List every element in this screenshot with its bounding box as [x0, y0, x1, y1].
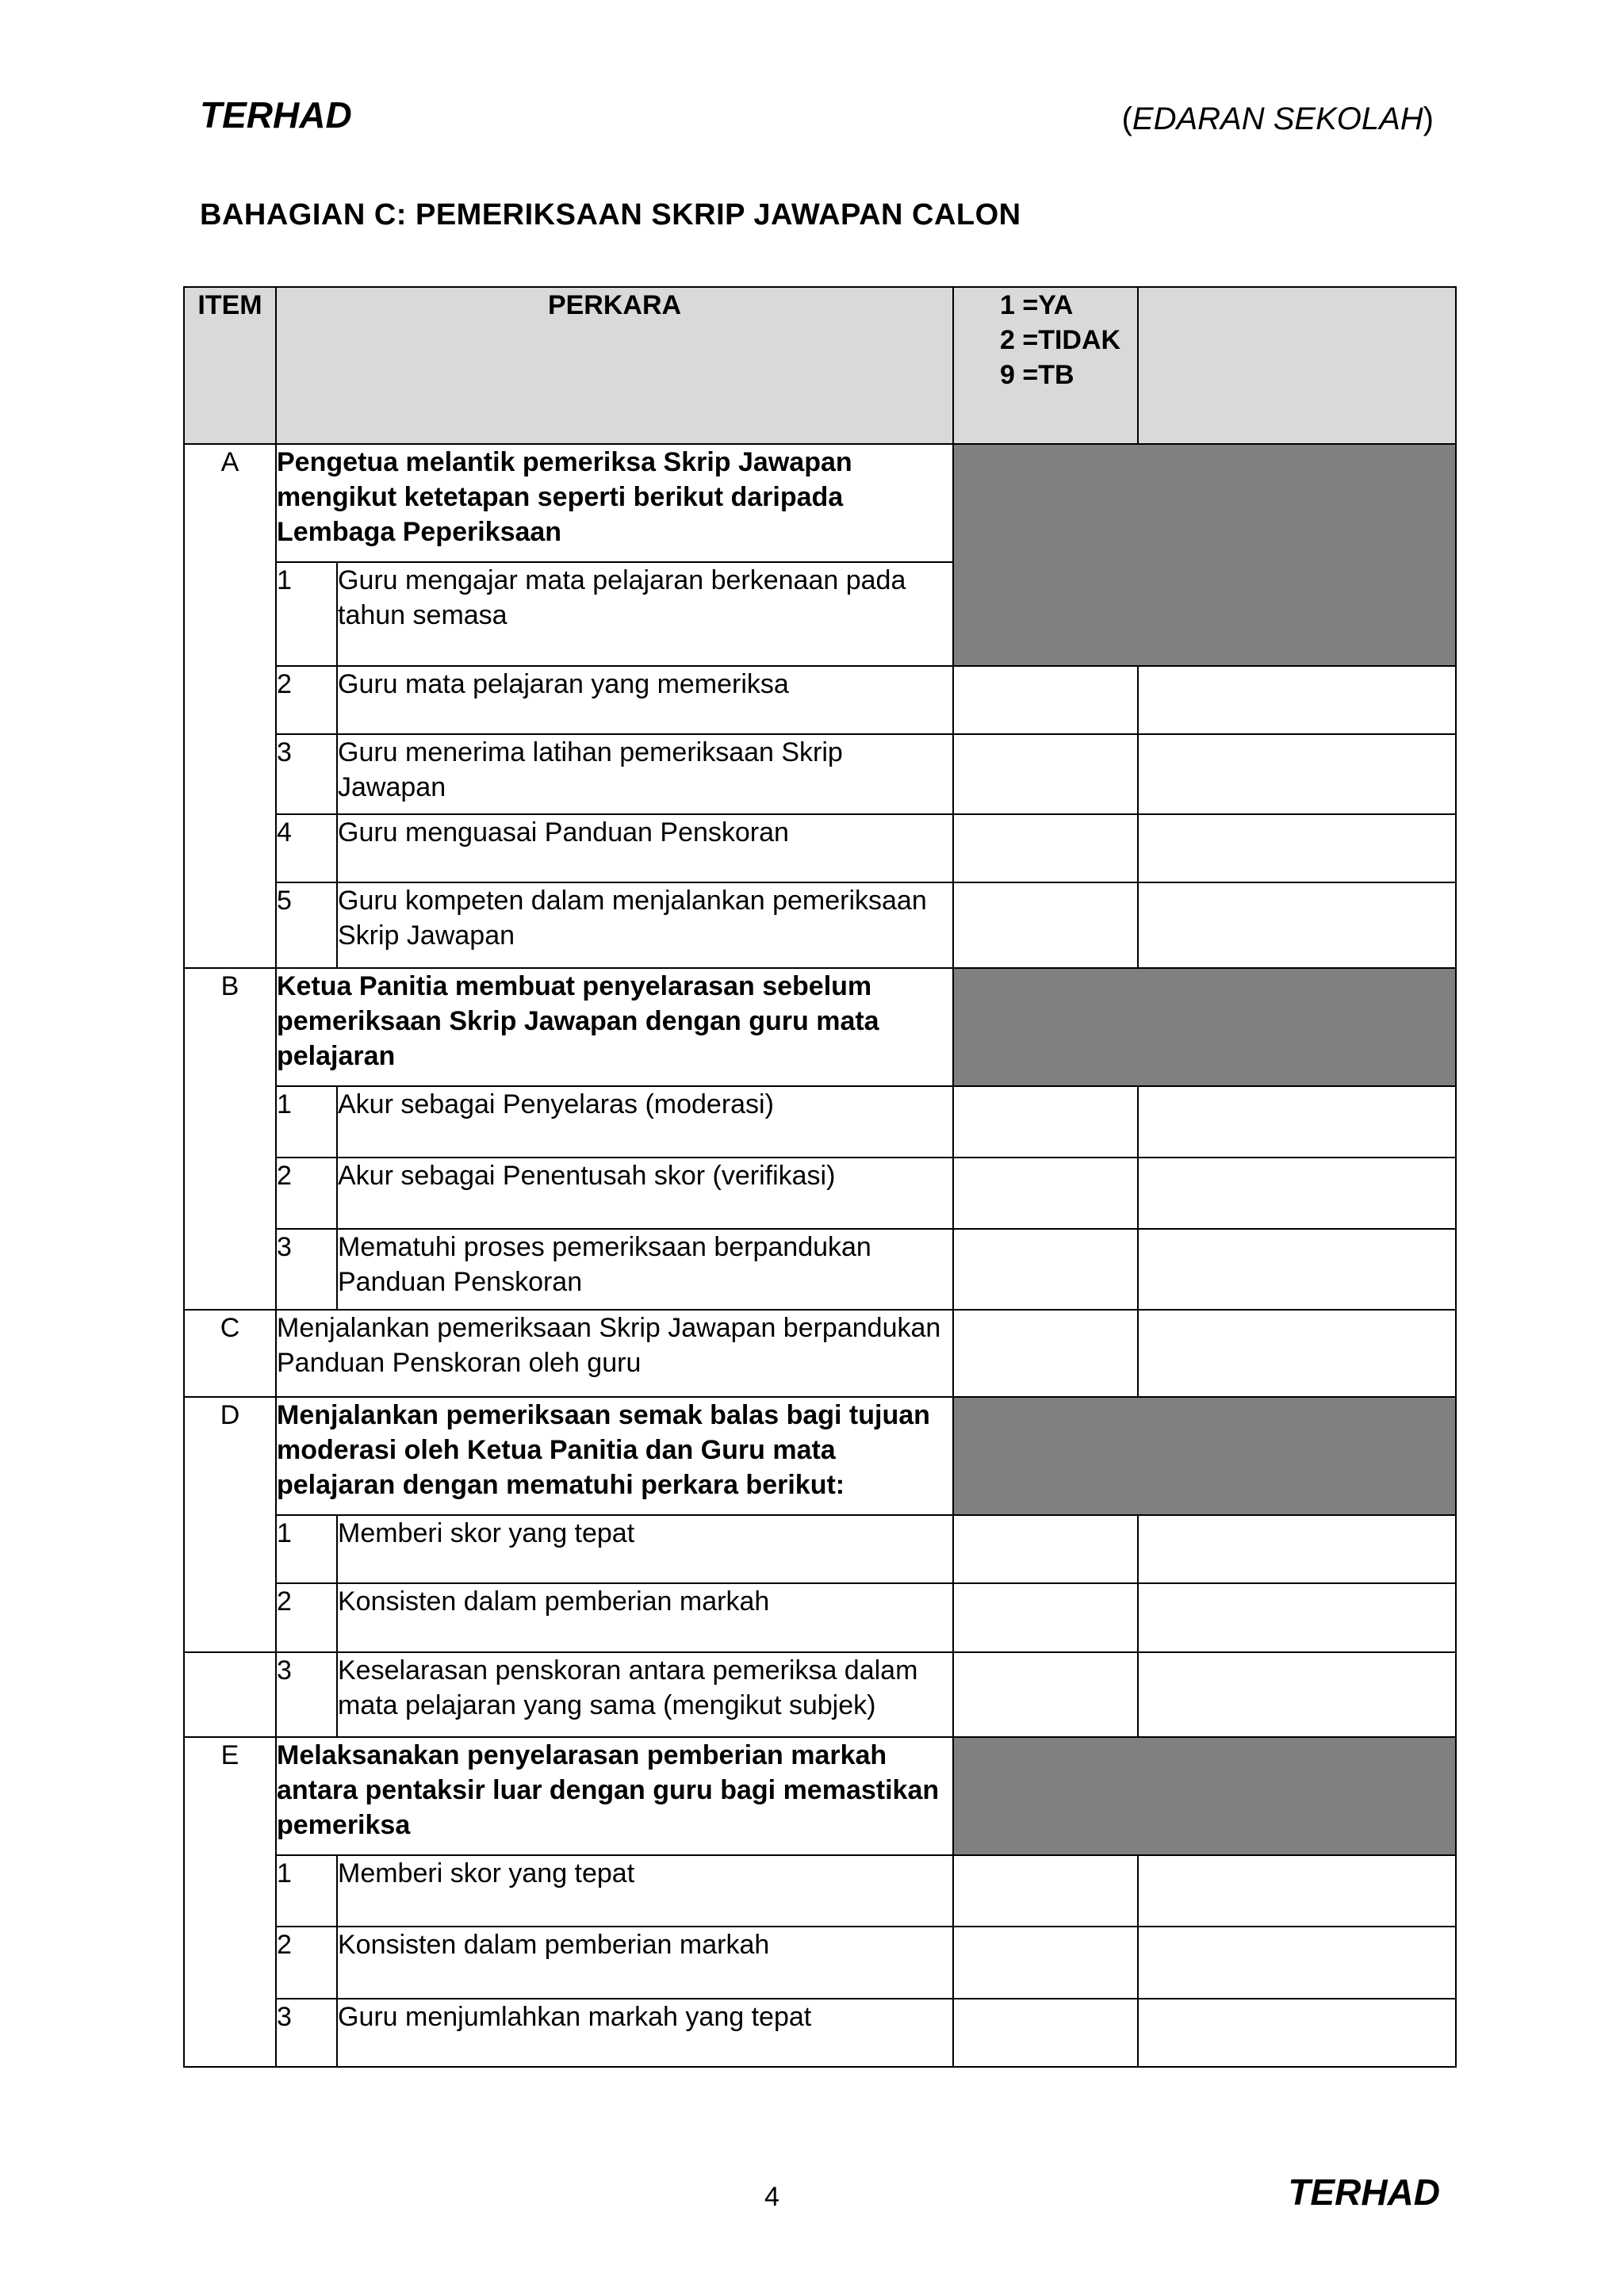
choice-tidak: 2 =TIDAK: [1000, 325, 1121, 355]
item-text: Guru menjumlahkan markah yang tepat: [337, 1999, 953, 2067]
answer-cell[interactable]: [953, 734, 1138, 814]
remarks-cell[interactable]: [1138, 1086, 1456, 1158]
item-text: Guru mata pelajaran yang memeriksa: [337, 666, 953, 734]
table-row: [184, 1737, 1456, 1855]
item-text: Akur sebagai Penyelaras (moderasi): [337, 1086, 953, 1158]
table-row: [184, 444, 1456, 562]
shaded-cell: [953, 1737, 1456, 1855]
remarks-cell[interactable]: [1138, 882, 1456, 967]
answer-cell[interactable]: [953, 1515, 1138, 1583]
table-row: [184, 1229, 1456, 1309]
answer-cell[interactable]: [953, 1927, 1138, 1998]
item-number: 1: [276, 1086, 337, 1158]
answer-cell[interactable]: [953, 666, 1138, 734]
table-row: [184, 1310, 1456, 1397]
table-row: [184, 734, 1456, 814]
remarks-cell[interactable]: [1138, 1855, 1456, 1927]
item-number: 2: [276, 1158, 337, 1229]
answer-cell[interactable]: [953, 814, 1138, 882]
col-perkara-header: PERKARA: [276, 287, 953, 444]
section-title: BAHAGIAN C: PEMERIKSAAN SKRIP JAWAPAN CALON: [200, 198, 1021, 232]
item-letter-d: D: [184, 1397, 276, 1652]
answer-cell[interactable]: [953, 882, 1138, 967]
checklist-table: [183, 286, 1457, 2068]
choice-ya: 1 =YA: [1000, 290, 1074, 320]
answer-cell[interactable]: [953, 1158, 1138, 1229]
table-row: [184, 666, 1456, 734]
remarks-cell[interactable]: [1138, 1999, 1456, 2067]
item-number: 2: [276, 1927, 337, 1998]
item-number: 3: [276, 1652, 337, 1737]
item-text: Memberi skor yang tepat: [337, 1855, 953, 1927]
item-text: Guru menguasai Panduan Penskoran: [337, 814, 953, 882]
item-text: Mematuhi proses pemeriksaan berpandukan Panduan Penskoran: [337, 1229, 953, 1309]
answer-cell[interactable]: [953, 1999, 1138, 2067]
item-number: 2: [276, 666, 337, 734]
table-row: [184, 1086, 1456, 1158]
section-e-heading: Melaksanakan penyelarasan pemberian markah antara pentaksir luar dengan guru bagi memastikan pemeriksa: [276, 1737, 953, 1855]
choice-tb: 9 =TB: [1000, 360, 1074, 390]
header-paren-close: ): [1423, 101, 1434, 136]
answer-cell[interactable]: [953, 1086, 1138, 1158]
table-row: [184, 1158, 1456, 1229]
remarks-cell[interactable]: [1138, 1229, 1456, 1309]
remarks-cell[interactable]: [1138, 1310, 1456, 1397]
table-row: [184, 1397, 1456, 1515]
answer-cell[interactable]: [953, 1855, 1138, 1927]
table-row: [184, 882, 1456, 967]
item-number: 5: [276, 882, 337, 967]
remarks-cell[interactable]: [1138, 814, 1456, 882]
table-row: [184, 1583, 1456, 1651]
item-number: 1: [276, 1515, 337, 1583]
shaded-cell: [953, 1397, 1456, 1515]
item-number: 1: [276, 1855, 337, 1927]
table-row: [184, 1515, 1456, 1583]
item-letter-b: B: [184, 968, 276, 1310]
footer-classification: TERHAD: [1288, 2172, 1440, 2213]
item-number: 3: [276, 1999, 337, 2067]
item-text: Konsisten dalam pemberian markah: [337, 1583, 953, 1651]
remarks-cell[interactable]: [1138, 666, 1456, 734]
item-number: 4: [276, 814, 337, 882]
answer-cell[interactable]: [953, 1652, 1138, 1737]
item-text: Guru kompeten dalam menjalankan pemeriksaan Skrip Jawapan: [337, 882, 953, 967]
remarks-cell[interactable]: [1138, 1652, 1456, 1737]
table-row: [184, 1999, 1456, 2067]
col-choices-header: [953, 287, 1138, 444]
col-item-header: ITEM: [184, 287, 276, 444]
shaded-cell: [953, 444, 1456, 666]
header-distribution: [1122, 101, 1434, 137]
item-text: Akur sebagai Penentusah skor (verifikasi): [337, 1158, 953, 1229]
table-row: [184, 968, 1456, 1086]
answer-cell[interactable]: [953, 1310, 1138, 1397]
item-letter-a: A: [184, 444, 276, 968]
remarks-cell[interactable]: [1138, 1583, 1456, 1651]
item-text: Memberi skor yang tepat: [337, 1515, 953, 1583]
table-row: [184, 814, 1456, 882]
remarks-cell[interactable]: [1138, 734, 1456, 814]
section-a-heading: Pengetua melantik pemeriksa Skrip Jawapan mengikut ketetapan seperti berikut daripada Lembaga Peperiksaan: [276, 444, 953, 562]
item-letter-c: C: [184, 1310, 276, 1397]
section-b-heading: Ketua Panitia membuat penyelarasan sebelum pemeriksaan Skrip Jawapan dengan guru mata pelajaran: [276, 968, 953, 1086]
item-letter-empty: [184, 1652, 276, 1737]
item-text: Konsisten dalam pemberian markah: [337, 1927, 953, 1998]
item-text: Keselarasan penskoran antara pemeriksa dalam mata pelajaran yang sama (mengikut subjek): [337, 1652, 953, 1737]
item-number: 3: [276, 1229, 337, 1309]
answer-cell[interactable]: [953, 1229, 1138, 1309]
shaded-cell: [953, 968, 1456, 1086]
item-letter-e: E: [184, 1737, 276, 2067]
table-row: [184, 1855, 1456, 1927]
section-c-text: Menjalankan pemeriksaan Skrip Jawapan berpandukan Panduan Penskoran oleh guru: [276, 1310, 953, 1397]
header-distribution-text: EDARAN SEKOLAH: [1132, 101, 1423, 136]
remarks-cell[interactable]: [1138, 1158, 1456, 1229]
item-number: 3: [276, 734, 337, 814]
table-row: [184, 1652, 1456, 1737]
table-row: [184, 1927, 1456, 1998]
col-remarks-header: [1138, 287, 1456, 444]
header-classification: TERHAD: [200, 94, 352, 136]
answer-cell[interactable]: [953, 1583, 1138, 1651]
item-number: 2: [276, 1583, 337, 1651]
page-number: 4: [764, 2182, 779, 2212]
item-text: Guru mengajar mata pelajaran berkenaan pada tahun semasa: [337, 562, 953, 665]
item-number: 1: [276, 562, 337, 665]
remarks-cell[interactable]: [1138, 1927, 1456, 1998]
section-d-heading: Menjalankan pemeriksaan semak balas bagi tujuan moderasi oleh Ketua Panitia dan Guru mata pelajaran dengan mematuhi perkara berikut:: [276, 1397, 953, 1515]
table-header-row: [184, 287, 1456, 444]
item-text: Guru menerima latihan pemeriksaan Skrip Jawapan: [337, 734, 953, 814]
header-paren-open: (: [1121, 101, 1132, 136]
remarks-cell[interactable]: [1138, 1515, 1456, 1583]
